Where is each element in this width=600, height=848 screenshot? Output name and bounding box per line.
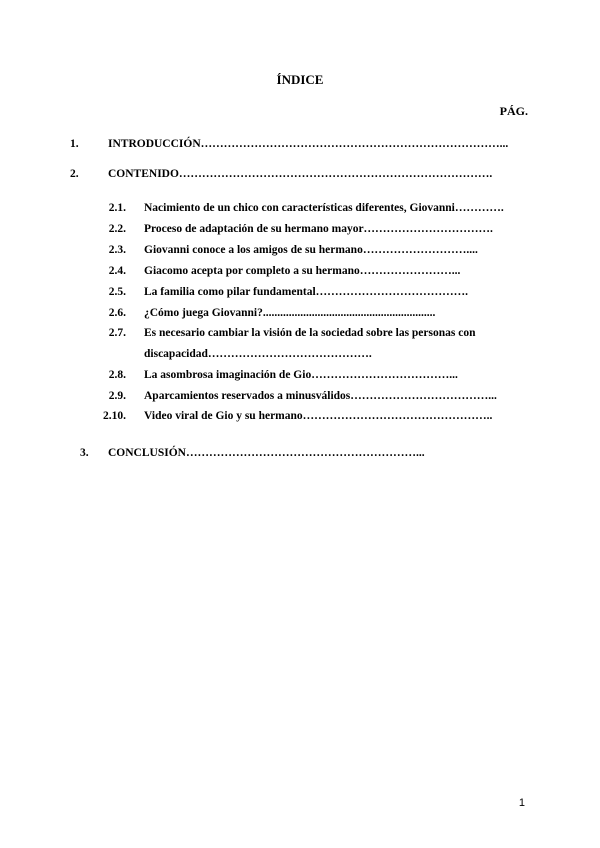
toc-subitem-number: 2.1. — [108, 202, 126, 214]
toc-subitem-text: Aparcamientos reservados a minusválidos………………………………... — [144, 390, 497, 402]
toc-subitem-text: La familia como pilar fundamental…………………………………. — [144, 286, 469, 298]
toc-subitem-text: ¿Cómo juega Giovanni?............................................................ — [144, 307, 436, 319]
toc-item-number: 3. — [80, 447, 89, 459]
toc-subitem-text: Video viral de Gio y su hermano………………………………………….. — [144, 410, 493, 422]
toc-subitem-number: 2.2. — [108, 223, 126, 235]
toc-subitem-number: 2.8. — [108, 369, 126, 381]
toc-item-number: 2. — [70, 168, 79, 180]
toc-subitem-number: 2.7. — [108, 327, 126, 339]
toc-title: ÍNDICE — [276, 72, 324, 87]
toc-item-text: CONTENIDO………………………………………………………………………. — [108, 168, 493, 180]
page-column-header: PÁG. — [499, 104, 528, 118]
page-number: 1 — [518, 797, 525, 809]
toc-subitem-text: Giovanni conoce a los amigos de su hermano……………………….... — [144, 244, 478, 256]
toc-item-text: CONCLUSIÓN……………………………………………………... — [108, 447, 425, 459]
toc-subitem-text: Nacimiento de un chico con características diferentes, Giovanni…………. — [144, 202, 504, 214]
toc-subitem-number: 2.5. — [108, 286, 126, 298]
toc-subitem-number: 2.9. — [108, 390, 126, 402]
toc-subitem-text: Es necesario cambiar la visión de la sociedad sobre las personas con — [144, 327, 476, 339]
toc-subitem-number: 2.6. — [108, 307, 126, 319]
toc-item-number: 1. — [70, 138, 79, 150]
toc-subitem-number: 2.3. — [108, 244, 126, 256]
toc-subitem-text: Giacomo acepta por completo a su hermano……………………... — [144, 265, 461, 277]
toc-subitem-text: La asombrosa imaginación de Gio………………………………... — [144, 369, 458, 381]
toc-subitem-text: Proceso de adaptación de su hermano mayor……………………………. — [144, 223, 493, 235]
toc-item-text: INTRODUCCIÓN……………………………………………………………………... — [108, 138, 509, 150]
toc-subitem-text: discapacidad……………………………………. — [144, 348, 372, 360]
toc-subitem-number: 2.4. — [108, 265, 126, 277]
toc-subitem-number: 2.10. — [103, 410, 126, 422]
